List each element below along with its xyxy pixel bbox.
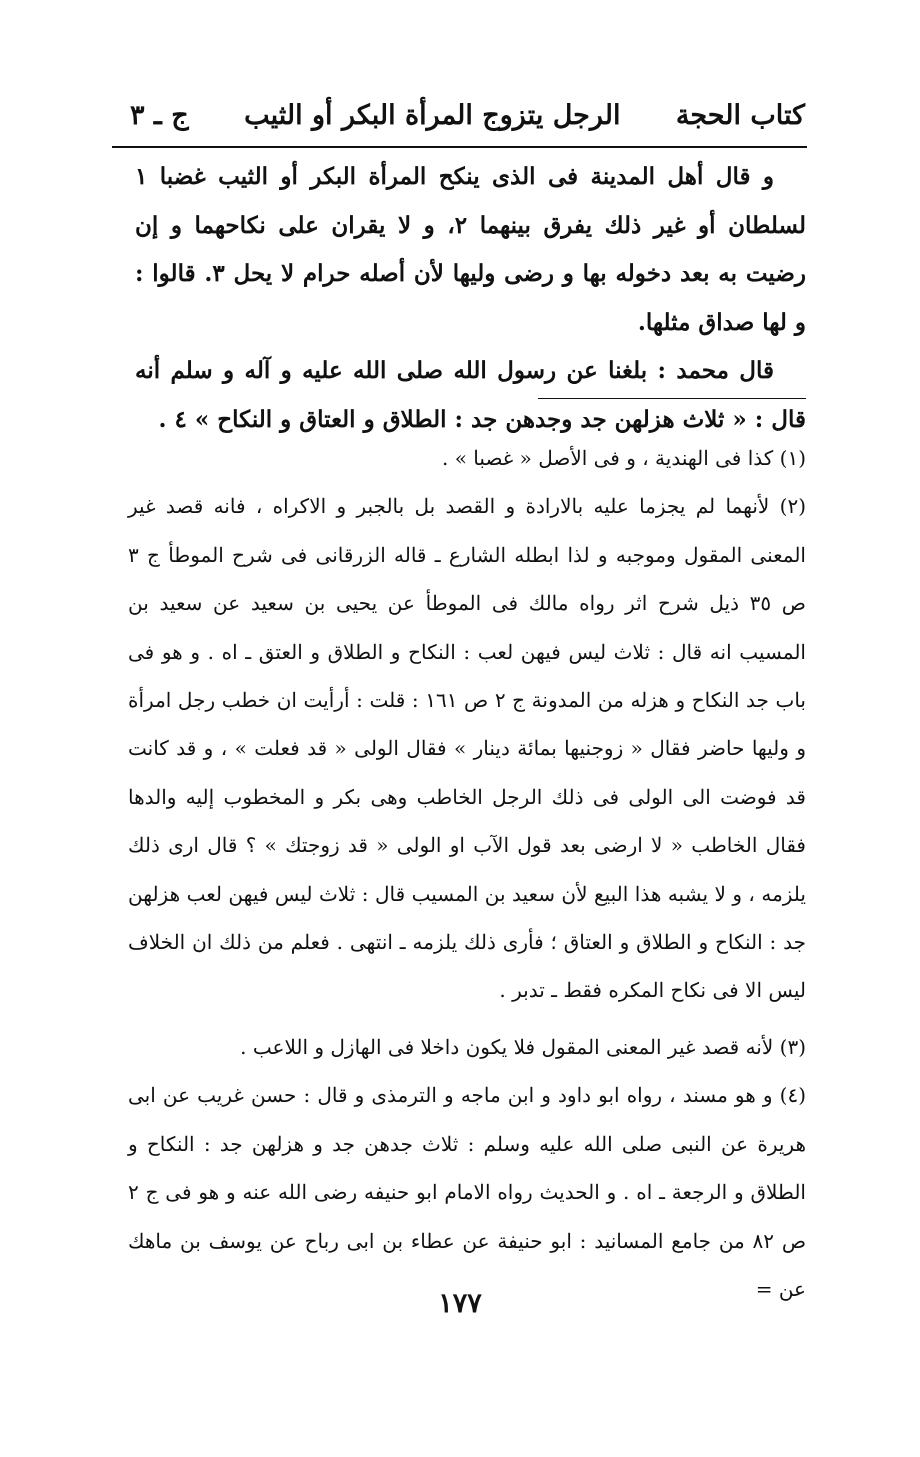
footnote: (٣) لأنه قصد غير المعنى المقول فلا يكون داخلا فى الهازل و اللاعب . [240,1034,806,1059]
book-title: كتاب الحجة [675,99,805,131]
page-number: ١٧٧ [438,1288,482,1319]
main-text [135,153,806,444]
footnote: (٤) و هو مسند ، رواه ابو داود و ابن ماجه و الترمذى و قال : حسن غريب عن ابى هريرة عن النبى صلى الله عليه وسلم : ثلاث جدهن جد و هزلهن جد : النكاح و الطلاق و الرجعة ـ اه . و الحديث رواه الامام ابو حنيفه رضى الله عنه و هو فى ج ٢ ص ٨٢ من جامع المسانيد : ابو حنيفة عن عطاء بن ابى رباح عن يوسف بن ماهك عن = [128,1083,806,1301]
main-paragraph: قال محمد : بلغنا عن رسول الله صلى الله عليه و آله و سلم أنه قال : « ثلاث هزلهن جد وجدهن جد : الطلاق و العتاق و النكاح » ٤ . [135,357,806,433]
footnote: (١) كذا فى الهندية ، و فى الأصل « غصبا » . [442,446,806,470]
header-rule [112,146,807,148]
footnotes [128,434,806,1313]
running-head [130,92,805,138]
footnote: (٢) لأنهما لم يجزما عليه بالارادة و القصد بل بالجبر و الاكراه ، فانه قصد غير المعنى المقول وموجبه و لذا ابطله الشارع ـ قاله الزرقانى فى شرح الموطأ ج ٣ ص ٣٥ ذيل شرح اثر رواه مالك فى الموطأ عن يحيى بن سعيد عن سعيد بن المسيب انه قال : ثلاث ليس فيهن لعب : النكاح و الطلاق و العتق ـ اه . و هو فى باب جد النكاح و هزله من المدونة ج ٢ ص ١٦١ : قلت : أرأيت ان خطب رجل امرأة و وليها حاضر فقال « زوجنيها بمائة دينار » فقال الولى « قد فعلت » ، و قد كانت قد فوضت الى الولى فى ذلك الرجل الخاطب وهى بكر و المخطوب إليه والدها فقال الخاطب « لا ارضى بعد قول الآب او الولى « قد زوجتك » ؟ قال ارى ذلك يلزمه ، و لا يشبه هذا البيع لأن سعيد بن المسيب قال : ثلاث ليس فيهن لعب هزلهن جد : النكاح و الطلاق و العتاق ؛ فأرى ذلك يلزمه ـ انتهى . فعلم من ذلك ان الخلاف ليس الا فى نكاح المكره فقط ـ تدبر . [128,494,806,1003]
section-title: الرجل يتزوج المرأة البكر أو الثيب [244,99,621,131]
main-paragraph: و قال أهل المدينة فى الذى ينكح المرأة البكر أو الثيب غضبا ١ لسلطان أو غير ذلك يفرق بينهما ٢، و لا يقران على نكاحهما و إن رضيت به بعد دخوله بها و رضى وليها لأن أصله حرام لا يحل ٣. قالوا : و لها صداق مثلها. [135,163,807,336]
volume-number: ج ـ ٣ [130,99,189,131]
footnote-separator [538,398,806,399]
